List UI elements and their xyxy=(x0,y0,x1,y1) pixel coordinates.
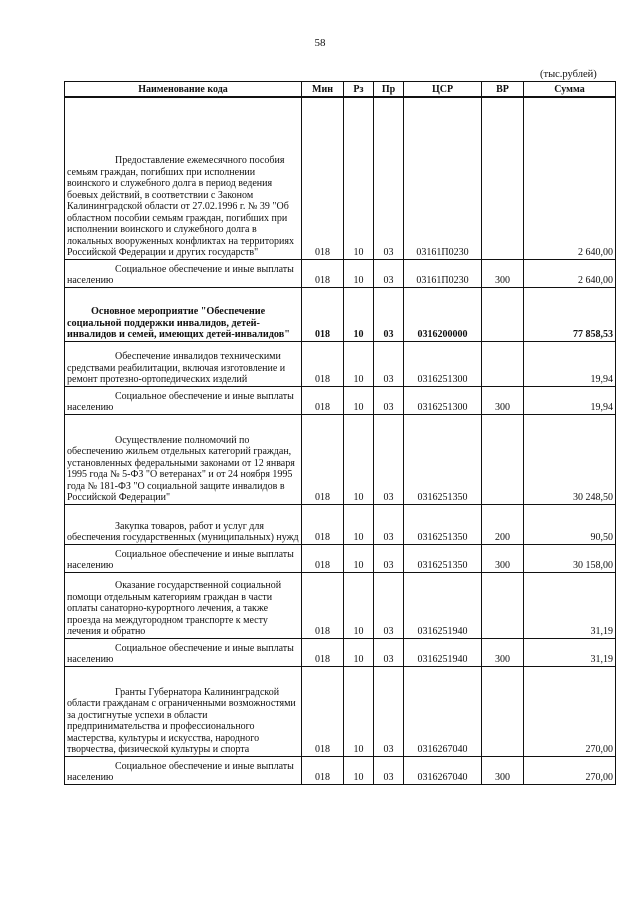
row-sum: 77 858,53 xyxy=(524,287,616,341)
row-csr: 0316251940 xyxy=(404,572,482,638)
row-rz: 10 xyxy=(344,287,374,341)
table-row xyxy=(65,666,616,756)
row-vr xyxy=(482,666,524,756)
row-pr: 03 xyxy=(374,504,404,544)
row-csr: 03161П0230 xyxy=(404,97,482,259)
row-sum: 2 640,00 xyxy=(524,259,616,287)
row-pr: 03 xyxy=(374,97,404,259)
row-sum: 2 640,00 xyxy=(524,97,616,259)
row-csr: 0316267040 xyxy=(404,666,482,756)
row-vr: 300 xyxy=(482,386,524,414)
row-sum: 270,00 xyxy=(524,756,616,784)
row-min: 018 xyxy=(302,259,344,287)
row-min: 018 xyxy=(302,504,344,544)
row-vr xyxy=(482,572,524,638)
row-vr: 300 xyxy=(482,756,524,784)
row-sum: 19,94 xyxy=(524,386,616,414)
row-rz: 10 xyxy=(344,544,374,572)
row-csr: 0316251940 xyxy=(404,638,482,666)
row-name: Социальное обеспечение и иные выплаты населению xyxy=(65,544,302,572)
row-min: 018 xyxy=(302,386,344,414)
row-min: 018 xyxy=(302,544,344,572)
row-vr xyxy=(482,287,524,341)
table-row xyxy=(65,756,616,784)
row-csr: 0316251350 xyxy=(404,414,482,504)
row-pr: 03 xyxy=(374,572,404,638)
row-sum: 30 248,50 xyxy=(524,414,616,504)
row-rz: 10 xyxy=(344,666,374,756)
row-name: Обеспечение инвалидов техническими средствами реабилитации, включая изготовление и ремонт протезно-ортопедических изделий xyxy=(65,341,302,386)
row-name: Социальное обеспечение и иные выплаты населению xyxy=(65,386,302,414)
row-min: 018 xyxy=(302,572,344,638)
row-vr xyxy=(482,97,524,259)
row-pr: 03 xyxy=(374,386,404,414)
row-pr: 03 xyxy=(374,638,404,666)
row-vr: 200 xyxy=(482,504,524,544)
row-vr xyxy=(482,341,524,386)
row-rz: 10 xyxy=(344,572,374,638)
header-sum: Сумма xyxy=(524,82,616,98)
table-row xyxy=(65,638,616,666)
row-sum: 31,19 xyxy=(524,638,616,666)
header-name: Наименование кода xyxy=(65,82,302,98)
header-vr: ВР xyxy=(482,82,524,98)
table-row xyxy=(65,97,616,259)
row-min: 018 xyxy=(302,97,344,259)
row-csr: 0316251300 xyxy=(404,341,482,386)
table-row xyxy=(65,386,616,414)
table-row xyxy=(65,287,616,341)
row-rz: 10 xyxy=(344,259,374,287)
row-csr: 0316200000 xyxy=(404,287,482,341)
row-name: Осуществление полномочий по обеспечению жильем отдельных категорий граждан, установленных федеральными законами от 12 января 1995 года № 5-ФЗ "О ветеранах" и от 24 ноября 1995 года № 181-ФЗ "О социальной защите инвалидов в Российской Федерации" xyxy=(65,414,302,504)
row-min: 018 xyxy=(302,287,344,341)
row-csr: 03161П0230 xyxy=(404,259,482,287)
row-vr: 300 xyxy=(482,259,524,287)
table-row xyxy=(65,259,616,287)
table-row xyxy=(65,572,616,638)
page-number: 58 xyxy=(314,37,326,49)
row-sum: 30 158,00 xyxy=(524,544,616,572)
table-row xyxy=(65,414,616,504)
row-name: Оказание государственной социальной помощи отдельным категориям граждан в части оплаты санаторно-курортного лечения, а также проезда на междугородном транспорте к месту лечения и обратно xyxy=(65,572,302,638)
row-pr: 03 xyxy=(374,544,404,572)
row-min: 018 xyxy=(302,638,344,666)
table-row xyxy=(65,504,616,544)
row-min: 018 xyxy=(302,414,344,504)
header-csr: ЦСР xyxy=(404,82,482,98)
row-sum: 31,19 xyxy=(524,572,616,638)
row-csr: 0316251300 xyxy=(404,386,482,414)
row-rz: 10 xyxy=(344,341,374,386)
row-name: Социальное обеспечение и иные выплаты населению xyxy=(65,259,302,287)
row-pr: 03 xyxy=(374,259,404,287)
row-vr: 300 xyxy=(482,638,524,666)
row-name: Социальное обеспечение и иные выплаты населению xyxy=(65,638,302,666)
header-min: Мин xyxy=(302,82,344,98)
row-csr: 0316267040 xyxy=(404,756,482,784)
row-pr: 03 xyxy=(374,666,404,756)
row-min: 018 xyxy=(302,341,344,386)
row-csr: 0316251350 xyxy=(404,544,482,572)
table-row xyxy=(65,341,616,386)
row-rz: 10 xyxy=(344,504,374,544)
row-rz: 10 xyxy=(344,97,374,259)
row-name: Закупка товаров, работ и услуг для обеспечения государственных (муниципальных) нужд xyxy=(65,504,302,544)
row-sum: 19,94 xyxy=(524,341,616,386)
row-vr xyxy=(482,414,524,504)
row-rz: 10 xyxy=(344,414,374,504)
row-rz: 10 xyxy=(344,638,374,666)
row-name: Основное мероприятие "Обеспечение социальной поддержки инвалидов, детей-инвалидов и семей, имеющих детей-инвалидов" xyxy=(65,287,302,341)
row-name: Социальное обеспечение и иные выплаты населению xyxy=(65,756,302,784)
row-sum: 270,00 xyxy=(524,666,616,756)
row-pr: 03 xyxy=(374,756,404,784)
row-csr: 0316251350 xyxy=(404,504,482,544)
row-name: Предоставление ежемесячного пособия семьям граждан, погибших при исполнении воинского и служебного долга в период ведения боевых действий, в соответствии с Законом Калининградской области от 27.02.1996 г. № 39 "Об областном пособии семьям граждан, погибших при исполнении воинского и служебного долга в локальных вооруженных конфликтах на территориях Российской Федерации и других государств" xyxy=(65,97,302,259)
row-rz: 10 xyxy=(344,386,374,414)
row-pr: 03 xyxy=(374,341,404,386)
header-rz: Рз xyxy=(344,82,374,98)
table-header-row xyxy=(65,82,616,98)
table-row xyxy=(65,544,616,572)
row-min: 018 xyxy=(302,756,344,784)
row-pr: 03 xyxy=(374,287,404,341)
row-pr: 03 xyxy=(374,414,404,504)
header-pr: Пр xyxy=(374,82,404,98)
row-rz: 10 xyxy=(344,756,374,784)
units-label: (тыс.рублей) xyxy=(540,69,597,80)
budget-table xyxy=(64,81,616,785)
row-name: Гранты Губернатора Калининградской области гражданам с ограниченными возможностями за достигнутые успехи в области предпринимательства и профессионального мастерства, культуры и искусства, народного творчества, физической культуры и спорта xyxy=(65,666,302,756)
row-min: 018 xyxy=(302,666,344,756)
row-sum: 90,50 xyxy=(524,504,616,544)
row-vr: 300 xyxy=(482,544,524,572)
